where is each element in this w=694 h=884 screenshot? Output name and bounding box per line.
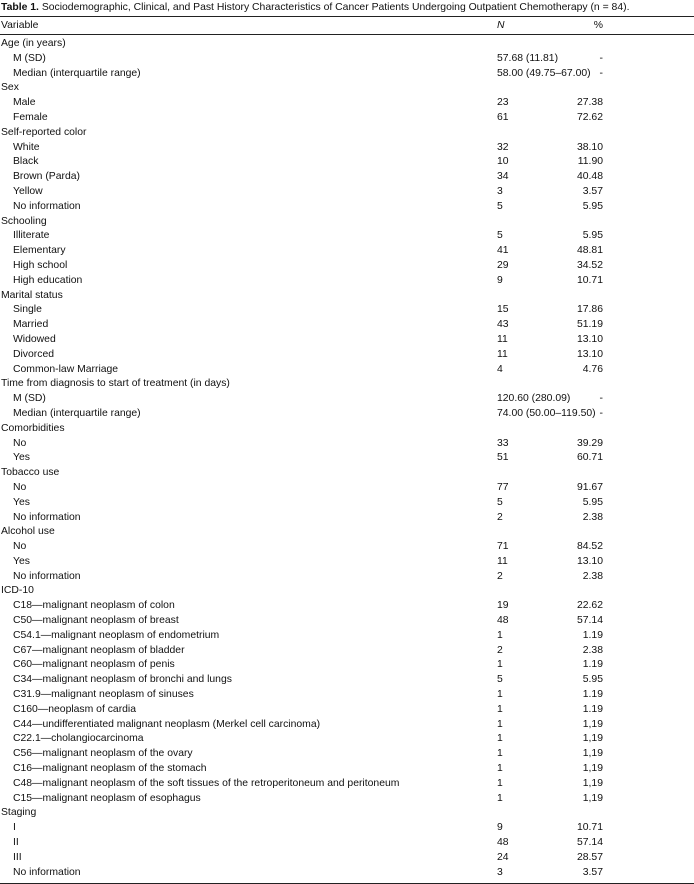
variable-cell: C50—malignant neoplasm of breast — [13, 615, 179, 627]
table-group-row — [0, 377, 694, 392]
pct-cell: 3.57 — [582, 866, 603, 878]
n-cell: 1 — [497, 629, 503, 641]
n-cell: 43 — [497, 319, 509, 331]
variable-cell: Male — [13, 97, 36, 109]
variable-cell: C60—malignant neoplasm of penis — [13, 659, 175, 671]
pct-cell: 13.10 — [576, 348, 603, 360]
variable-cell: M (SD) — [13, 52, 46, 64]
n-cell: 51 — [497, 452, 509, 464]
pct-cell: 5.95 — [582, 200, 603, 212]
table-row — [0, 629, 694, 644]
pct-cell: 34.52 — [576, 259, 603, 271]
variable-cell: C15—malignant neoplasm of esophagus — [13, 792, 201, 804]
table-row — [0, 703, 694, 718]
variable-cell: Comorbidities — [1, 422, 65, 434]
variable-cell: No — [13, 541, 27, 553]
table-row — [0, 318, 694, 333]
n-cell: 120.60 (280.09) — [497, 393, 571, 405]
variable-cell: Yes — [13, 555, 30, 567]
variable-cell: M (SD) — [13, 393, 46, 405]
variable-cell: I — [13, 822, 16, 834]
n-cell: 11 — [497, 348, 508, 360]
variable-cell: Black — [13, 156, 39, 168]
table-row — [0, 481, 694, 496]
pct-cell: 1,19 — [582, 763, 603, 775]
table-row — [0, 673, 694, 688]
header-variable: Variable — [1, 20, 39, 31]
pct-cell: 1,19 — [582, 792, 603, 804]
n-cell: 1 — [497, 763, 503, 775]
variable-cell: Married — [13, 319, 49, 331]
pct-cell: 17.86 — [576, 304, 603, 316]
n-cell: 48 — [497, 837, 509, 849]
n-cell: 1 — [497, 718, 503, 730]
pct-cell: 1,19 — [582, 777, 603, 789]
pct-cell: 5.95 — [582, 674, 603, 686]
variable-cell: Yes — [13, 452, 30, 464]
table-row — [0, 688, 694, 703]
table-row — [0, 348, 694, 363]
n-cell: 23 — [497, 97, 509, 109]
pct-cell: 13.10 — [576, 555, 603, 567]
variable-cell: White — [13, 141, 40, 153]
table-row — [0, 836, 694, 851]
n-cell: 29 — [497, 259, 509, 271]
pct-cell: 27.38 — [576, 97, 603, 109]
variable-cell: Illiterate — [13, 230, 50, 242]
pct-cell: 1.19 — [582, 659, 603, 671]
pct-cell: 1.19 — [582, 689, 603, 701]
n-cell: 11 — [497, 333, 508, 345]
n-cell: 10 — [497, 156, 509, 168]
n-cell: 4 — [497, 363, 503, 375]
n-cell: 77 — [497, 481, 509, 493]
n-cell: 24 — [497, 851, 509, 863]
n-cell: 5 — [497, 230, 503, 242]
variable-cell: C44—undifferentiated malignant neoplasm (Merkel cell carcinoma) — [13, 718, 321, 730]
n-cell: 1 — [497, 792, 503, 804]
table-row — [0, 155, 694, 170]
variable-cell: C56—malignant neoplasm of the ovary — [13, 748, 193, 760]
n-cell: 9 — [497, 274, 503, 286]
table-row — [0, 451, 694, 466]
table-row — [0, 407, 694, 422]
variable-cell: Median (interquartile range) — [13, 67, 141, 79]
variable-cell: C48—malignant neoplasm of the soft tissues of the retroperitoneum and peritoneum — [13, 777, 400, 789]
table-row — [0, 363, 694, 378]
n-cell: 1 — [497, 659, 503, 671]
variable-cell: C67—malignant neoplasm of bladder — [13, 644, 185, 656]
table-group-row — [0, 289, 694, 304]
table-row — [0, 821, 694, 836]
pct-cell: 60.71 — [576, 452, 603, 464]
table-row — [0, 555, 694, 570]
n-cell: 11 — [497, 555, 508, 567]
n-cell: 5 — [497, 496, 503, 508]
table-group-row — [0, 466, 694, 481]
table-row — [0, 644, 694, 659]
table-row — [0, 244, 694, 259]
pct-cell: - — [599, 52, 603, 64]
variable-cell: Age (in years) — [1, 38, 66, 49]
variable-cell: Yes — [13, 496, 30, 508]
n-cell: 3 — [497, 866, 503, 878]
table-row — [0, 274, 694, 289]
variable-cell: C160—neoplasm of cardia — [13, 703, 137, 715]
n-cell: 1 — [497, 689, 503, 701]
pct-cell: 5.95 — [582, 230, 603, 242]
pct-cell: 28.57 — [576, 851, 603, 863]
n-cell: 1 — [497, 748, 503, 760]
table-body — [0, 35, 694, 880]
variable-cell: Widowed — [13, 333, 56, 345]
pct-cell: 1,19 — [582, 718, 603, 730]
variable-cell: Alcohol use — [1, 526, 55, 538]
pct-cell: 1.19 — [582, 703, 603, 715]
pct-cell: 91.67 — [576, 481, 603, 493]
variable-cell: C54.1—malignant neoplasm of endometrium — [13, 629, 220, 641]
variable-cell: C31.9—malignant neoplasm of sinuses — [13, 689, 194, 701]
table-row — [0, 614, 694, 629]
n-cell: 41 — [497, 245, 509, 257]
table-group-row — [0, 422, 694, 437]
table-caption — [0, 0, 694, 16]
variable-cell: Sex — [1, 82, 19, 94]
n-cell: 61 — [497, 111, 509, 123]
variable-cell: C34—malignant neoplasm of bronchi and lungs — [13, 674, 232, 686]
table-row — [0, 570, 694, 585]
n-cell: 1 — [497, 703, 503, 715]
table-row — [0, 599, 694, 614]
table-row — [0, 303, 694, 318]
variable-cell: Common-law Marriage — [13, 363, 119, 375]
variable-cell: Self-reported color — [1, 126, 87, 138]
n-cell: 5 — [497, 200, 503, 212]
variable-cell: No information — [13, 511, 81, 523]
pct-cell: 40.48 — [576, 171, 603, 183]
n-cell: 74.00 (50.00–119.50) — [497, 407, 596, 419]
table-row — [0, 777, 694, 792]
variable-cell: Schooling — [1, 215, 47, 227]
pct-cell: 1,19 — [582, 733, 603, 745]
variable-cell: No information — [13, 200, 81, 212]
n-cell: 2 — [497, 644, 503, 656]
n-cell: 5 — [497, 674, 503, 686]
variable-cell: High school — [13, 259, 68, 271]
table-group-row — [0, 806, 694, 821]
variable-cell: C16—malignant neoplasm of the stomach — [13, 763, 207, 775]
variable-cell: Single — [13, 304, 42, 316]
variable-cell: Tobacco use — [1, 467, 60, 479]
pct-cell: - — [599, 67, 603, 79]
table-row — [0, 200, 694, 215]
table-row — [0, 718, 694, 733]
variable-cell: No — [13, 481, 27, 493]
n-cell: 19 — [497, 600, 509, 612]
pct-cell: 2.38 — [582, 511, 603, 523]
pct-cell: 51.19 — [576, 319, 603, 331]
table-row — [0, 762, 694, 777]
table-row — [0, 732, 694, 747]
table-row — [0, 747, 694, 762]
n-cell: 48 — [497, 615, 509, 627]
table-row — [0, 392, 694, 407]
pct-cell: 57.14 — [576, 837, 603, 849]
header-pct: % — [593, 20, 603, 31]
table-row — [0, 496, 694, 511]
table-row — [0, 437, 694, 452]
table-row — [0, 111, 694, 126]
variable-cell: Female — [13, 111, 48, 123]
header-row — [0, 17, 694, 34]
table-row — [0, 866, 694, 881]
table-row — [0, 333, 694, 348]
n-cell: 33 — [497, 437, 509, 449]
n-cell: 57.68 (11.81) — [497, 52, 559, 64]
n-cell: 32 — [497, 141, 509, 153]
table-group-row — [0, 37, 694, 52]
pct-cell: 48.81 — [576, 245, 603, 257]
variable-cell: Median (interquartile range) — [13, 407, 141, 419]
table-group-row — [0, 81, 694, 96]
caption-label: Table 1. — [1, 2, 39, 13]
pct-cell: 72.62 — [576, 111, 603, 123]
variable-cell: Yellow — [13, 185, 43, 197]
table-row — [0, 67, 694, 82]
pct-cell: 10.71 — [576, 274, 603, 286]
n-cell: 34 — [497, 171, 509, 183]
pct-cell: 4.76 — [582, 363, 603, 375]
variable-cell: Time from diagnosis to start of treatment (in days) — [1, 378, 230, 390]
pct-cell: 39.29 — [576, 437, 603, 449]
variable-cell: Divorced — [13, 348, 54, 360]
pct-cell: - — [599, 407, 603, 419]
variable-cell: II — [13, 837, 19, 849]
variable-cell: III — [13, 851, 22, 863]
pct-cell: 13.10 — [576, 333, 603, 345]
pct-cell: 38.10 — [576, 141, 603, 153]
n-cell: 2 — [497, 570, 503, 582]
pct-cell: 11.90 — [577, 156, 603, 168]
table-row — [0, 96, 694, 111]
n-cell: 1 — [497, 733, 503, 745]
table-row — [0, 141, 694, 156]
n-cell: 2 — [497, 511, 503, 523]
variable-cell: No information — [13, 866, 81, 878]
variable-cell: Brown (Parda) — [13, 171, 80, 183]
table-row — [0, 185, 694, 200]
n-cell: 15 — [497, 304, 509, 316]
table-row — [0, 792, 694, 807]
n-cell: 1 — [497, 777, 503, 789]
table-row — [0, 259, 694, 274]
n-cell: 71 — [497, 541, 509, 553]
pct-cell: 3.57 — [582, 185, 603, 197]
variable-cell: High education — [13, 274, 83, 286]
table-row — [0, 52, 694, 67]
pct-cell: 1,19 — [582, 748, 603, 760]
table-row — [0, 658, 694, 673]
pct-cell: 2.38 — [582, 644, 603, 656]
table-row — [0, 851, 694, 866]
table-group-row — [0, 525, 694, 540]
table-group-row — [0, 215, 694, 230]
variable-cell: ICD-10 — [1, 585, 34, 597]
variable-cell: C18—malignant neoplasm of colon — [13, 600, 175, 612]
n-cell: 9 — [497, 822, 503, 834]
pct-cell: 1.19 — [582, 629, 603, 641]
table-group-row — [0, 126, 694, 141]
n-cell: 3 — [497, 185, 503, 197]
variable-cell: Marital status — [1, 289, 63, 301]
variable-cell: Elementary — [13, 245, 66, 257]
table-row — [0, 170, 694, 185]
table-row — [0, 540, 694, 555]
pct-cell: 10.71 — [576, 822, 603, 834]
variable-cell: No — [13, 437, 27, 449]
n-cell: 58.00 (49.75–67.00) — [497, 67, 591, 79]
caption-text: Sociodemographic, Clinical, and Past History Characteristics of Cancer Patients Undergoing Outpatient Chemotherapy (n = 84). — [41, 2, 630, 13]
pct-cell: 5.95 — [582, 496, 603, 508]
variable-cell: C22.1—cholangiocarcinoma — [13, 733, 144, 745]
table-row — [0, 229, 694, 244]
table-row — [0, 511, 694, 526]
pct-cell: 22.62 — [576, 600, 603, 612]
pct-cell: 57.14 — [576, 615, 603, 627]
header-n: N — [497, 20, 505, 31]
variable-cell: Staging — [1, 807, 37, 819]
pct-cell: - — [599, 393, 603, 405]
pct-cell: 84.52 — [576, 541, 603, 553]
table-group-row — [0, 584, 694, 599]
pct-cell: 2.38 — [582, 570, 603, 582]
variable-cell: No information — [13, 570, 81, 582]
